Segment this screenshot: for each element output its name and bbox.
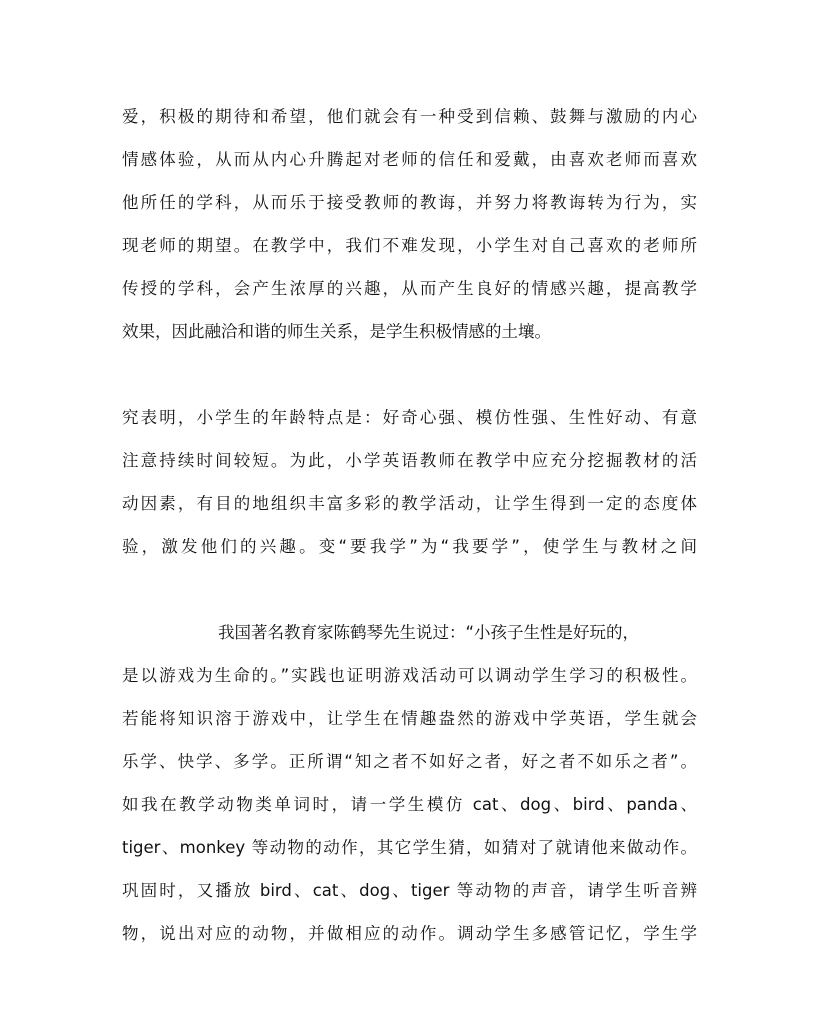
paragraph-line: 验，激发他们的兴趣。变“要我学”为“我要学”，使学生与教材之间 xyxy=(122,537,697,556)
paragraph-line: 他所任的学科，从而乐于接受教师的教诲，并努力将教诲转为行为，实 xyxy=(122,193,697,212)
paragraph-line: 现老师的期望。在教学中，我们不难发现，小学生对自己喜欢的老师所 xyxy=(122,236,697,255)
paragraph-line: 是以游戏为生命的。”实践也证明游戏活动可以调动学生学习的积极性。 xyxy=(122,666,697,685)
paragraph-line: 传授的学科，会产生浓厚的兴趣，从而产生良好的情感兴趣，提高教学 xyxy=(122,279,697,298)
paragraph-line: 物，说出对应的动物，并做相应的动作。调动学生多感管记忆，学生学 xyxy=(122,924,697,943)
paragraph-line: 乐学、快学、多学。正所谓“知之者不如好之者，好之者不如乐之者”。 xyxy=(122,752,697,771)
paragraph-line: 若能将知识溶于游戏中，让学生在情趣盎然的游戏中学英语，学生就会 xyxy=(122,709,697,728)
paragraph-line: 爱，积极的期待和希望，他们就会有一种受到信赖、鼓舞与激励的内心 xyxy=(122,107,697,126)
paragraph-line: 动因素，有目的地组织丰富多彩的教学活动，让学生得到一定的态度体 xyxy=(122,494,697,513)
paragraph-line: 我国著名教育家陈鹤琴先生说过：“小孩子生性是好玩的， xyxy=(218,623,640,642)
paragraph-line: 情感体验，从而从内心升腾起对老师的信任和爱戴，由喜欢老师而喜欢 xyxy=(122,150,697,169)
paragraph-line: 如我在教学动物类单词时，请一学生模仿 cat、dog、bird、panda、 xyxy=(122,795,697,814)
paragraph-line: 究表明，小学生的年龄特点是：好奇心强、模仿性强、生性好动、有意 xyxy=(122,408,697,427)
paragraph-line: 注意持续时间较短。为此，小学英语教师在教学中应充分挖掘教材的活 xyxy=(122,451,697,470)
paragraph-line: 巩固时，又播放 bird、cat、dog、tiger 等动物的声音，请学生听音辨 xyxy=(122,881,697,900)
paragraph-line: 效果，因此融洽和谐的师生关系，是学生积极情感的土壤。 xyxy=(122,322,551,341)
paragraph-line: tiger、monkey 等动物的动作，其它学生猜，如猜对了就请他来做动作。 xyxy=(122,838,697,857)
